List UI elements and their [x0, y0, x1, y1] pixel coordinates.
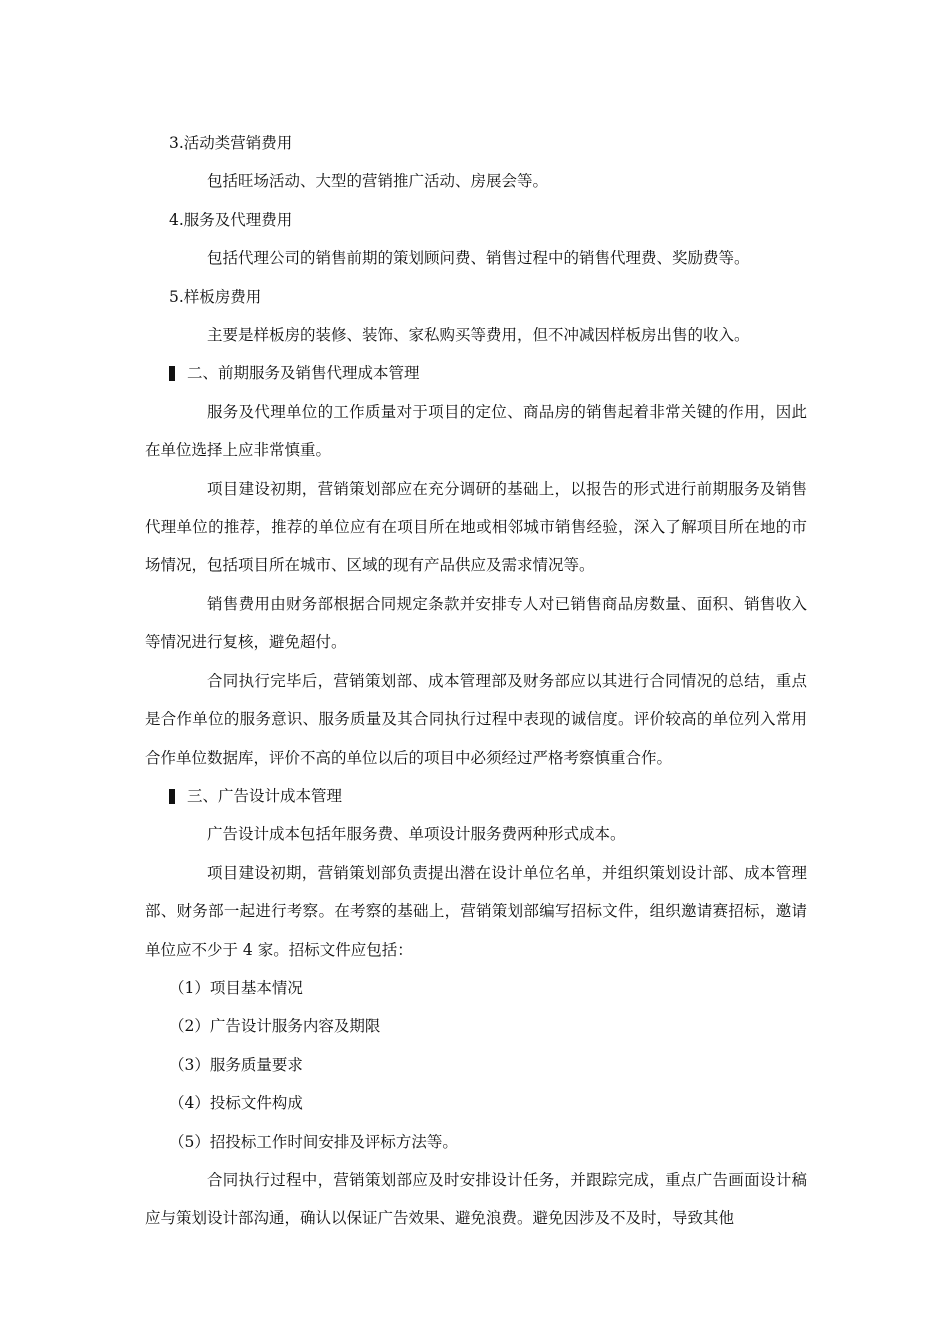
- heading-bullet-icon: [169, 789, 175, 804]
- part-3-heading-text: 三、广告设计成本管理: [187, 786, 343, 805]
- heading-bullet-icon: [169, 366, 175, 381]
- part-3-paragraph-2: 项目建设初期，营销策划部负责提出潜在设计单位名单，并组织策划设计部、成本管理部、财务部一起进行考察。在考察的基础上，营销策划部编写招标文件，组织邀请赛招标，邀请单位应不少于 4 家。招标文件应包括：: [145, 863, 807, 959]
- part-2-heading: [145, 354, 807, 392]
- part-2-paragraph-1: 服务及代理单位的工作质量对于项目的定位、商品房的销售起着非常关键的作用，因此在单位选择上应非常慎重。: [145, 402, 807, 460]
- list-item: （5）招投标工作时间安排及评标方法等。: [169, 1132, 458, 1151]
- section-3-title: 3.活动类营销费用: [169, 134, 293, 152]
- part-2-paragraph-4: 合同执行完毕后，营销策划部、成本管理部及财务部应以其进行合同情况的总结，重点是合作单位的服务意识、服务质量及其合同执行过程中表现的诚信度。评价较高的单位列入常用合作单位数据库，评价不高的单位以后的项目中必须经过严格考察慎重合作。: [145, 671, 807, 767]
- section-5-body: 主要是样板房的装修、装饰、家私购买等费用，但不冲减因样板房出售的收入。: [207, 326, 750, 345]
- list-item: （4）投标文件构成: [169, 1094, 303, 1113]
- section-5-title: 5.样板房费用: [169, 287, 262, 306]
- section-3-body: 包括旺场活动、大型的营销推广活动、房展会等。: [207, 172, 549, 191]
- part-2-heading-text: 二、前期服务及销售代理成本管理: [187, 364, 420, 383]
- section-4-title: 4.服务及代理费用: [169, 210, 293, 229]
- list-item: （2）广告设计服务内容及期限: [169, 1017, 381, 1036]
- part-3-heading: [145, 777, 807, 815]
- list-item: （3）服务质量要求: [169, 1055, 303, 1074]
- part-3-paragraph-1: 广告设计成本包括年服务费、单项设计服务费两种形式成本。: [207, 825, 626, 844]
- document-body: [145, 124, 807, 1238]
- part-2-paragraph-3: 销售费用由财务部根据合同规定条款并安排专人对已销售商品房数量、面积、销售收入等情况进行复核，避免超付。: [145, 594, 807, 652]
- section-4-body: 包括代理公司的销售前期的策划顾问费、销售过程中的销售代理费、奖励费等。: [207, 249, 750, 268]
- part-2-paragraph-2: 项目建设初期，营销策划部应在充分调研的基础上，以报告的形式进行前期服务及销售代理单位的推荐，推荐的单位应有在项目所在地或相邻城市销售经验，深入了解项目所在地的市场情况，包括项目所在城市、区域的现有产品供应及需求情况等。: [145, 479, 807, 575]
- list-item: （1）项目基本情况: [169, 978, 303, 997]
- part-3-paragraph-3: 合同执行过程中，营销策划部应及时安排设计任务，并跟踪完成，重点广告画面设计稿应与策划设计部沟通，确认以保证广告效果、避免浪费。避免因涉及不及时，导致其他: [145, 1170, 807, 1228]
